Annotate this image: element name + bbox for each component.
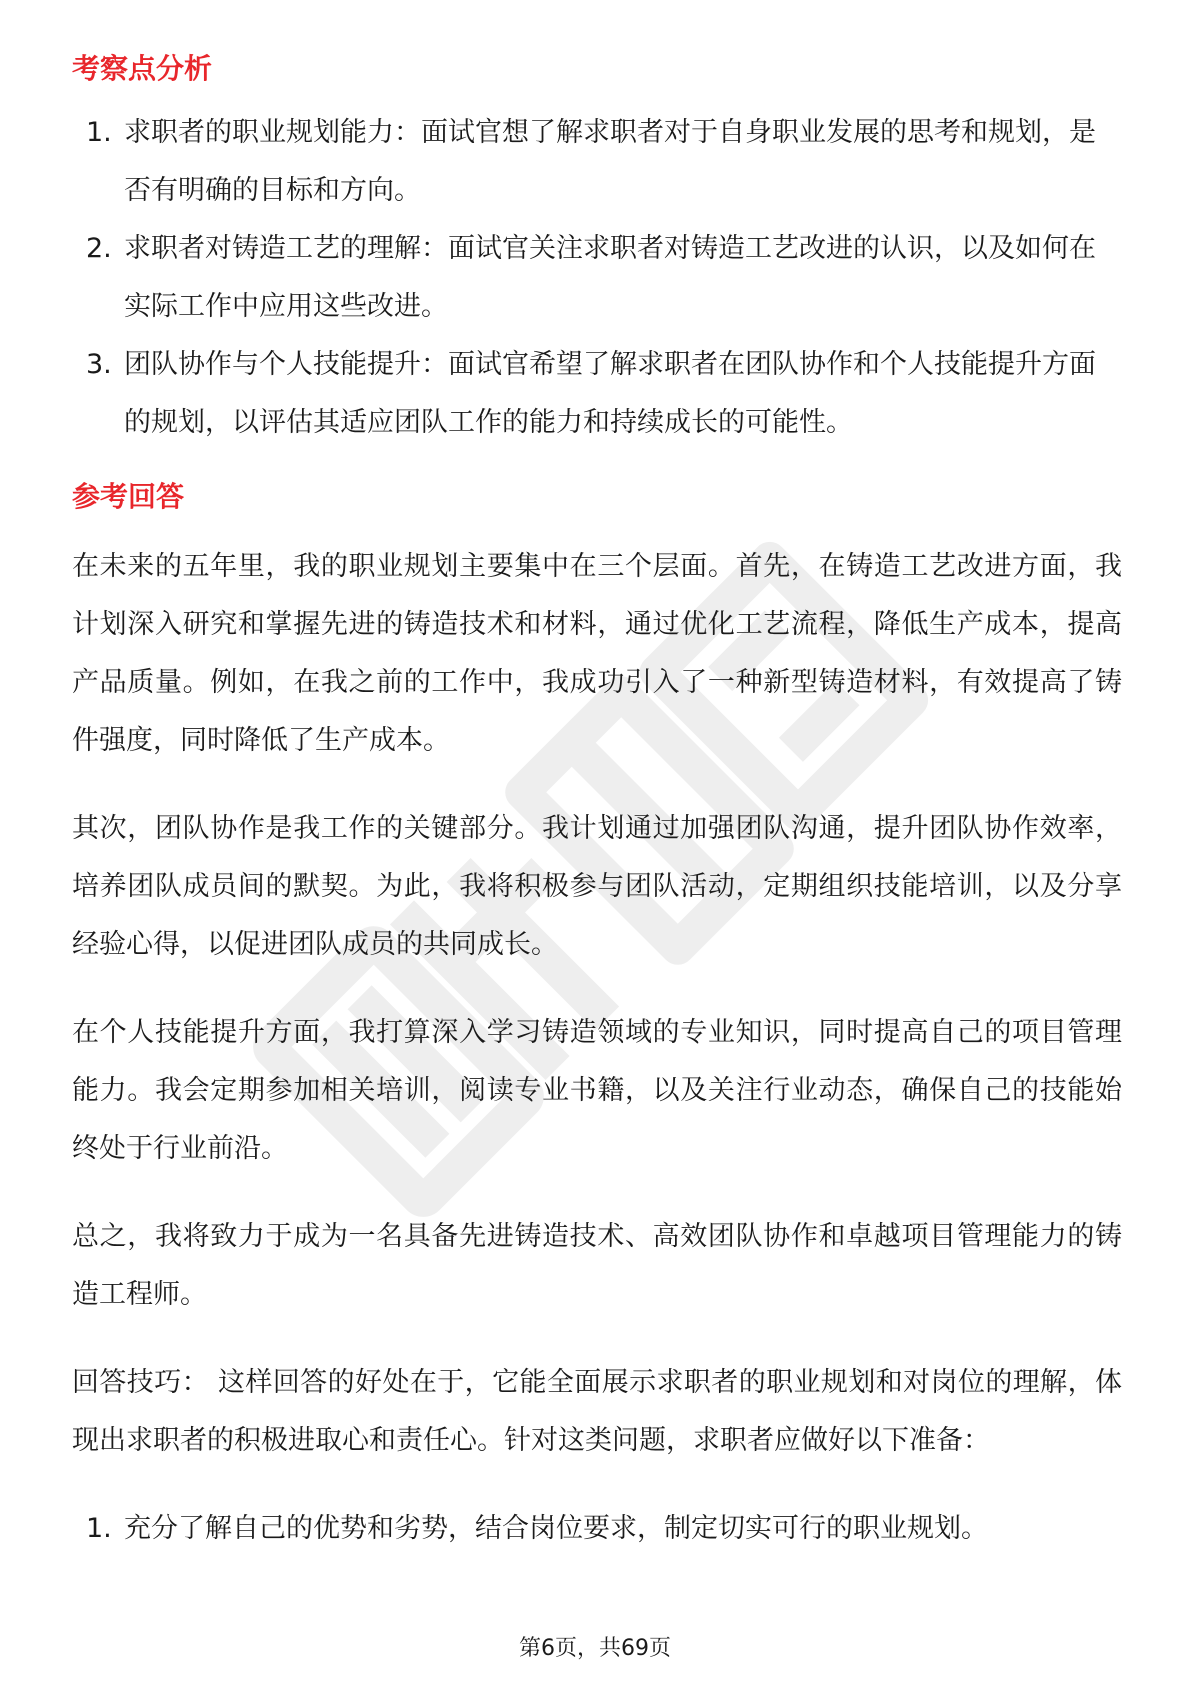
answer-paragraph: 总之，我将致力于成为一名具备先进铸造技术、高效团队协作和卓越项目管理能力的铸造工程师。: [72, 1221, 1122, 1310]
list-item-number: 1.: [86, 117, 112, 148]
page-number-footer: 第6页，共69页: [519, 1636, 671, 1661]
list-item: [72, 104, 1122, 220]
list-item-text: 团队协作与个人技能提升：面试官希望了解求职者在团队协作和个人技能提升方面的规划，以评估其适应团队工作的能力和持续成长的可能性。: [124, 349, 1096, 438]
list-item-number: 1.: [86, 1513, 112, 1544]
list-item-text: 求职者的职业规划能力：面试官想了解求职者对于自身职业发展的思考和规划，是否有明确的目标和方向。: [124, 117, 1096, 206]
list-item: [72, 220, 1122, 336]
list-item-text: 求职者对铸造工艺的理解：面试官关注求职者对铸造工艺改进的认识，以及如何在实际工作中应用这些改进。: [124, 233, 1096, 322]
list-item-text: 充分了解自己的优势和劣势，结合岗位要求，制定切实可行的职业规划。: [124, 1513, 988, 1544]
answer-paragraph: 在个人技能提升方面，我打算深入学习铸造领域的专业知识，同时提高自己的项目管理能力。我会定期参加相关培训，阅读专业书籍，以及关注行业动态，确保自己的技能始终处于行业前沿。: [72, 1017, 1122, 1164]
analysis-list: [72, 104, 1122, 452]
list-item: [72, 1500, 1122, 1558]
tips-list: [72, 1500, 1122, 1558]
list-item-number: 3.: [86, 349, 112, 380]
list-item-number: 2.: [86, 233, 112, 264]
answer-heading: 参考回答: [72, 480, 185, 513]
list-item: [72, 336, 1122, 452]
analysis-heading: 考察点分析: [72, 52, 213, 85]
tips-paragraph: 回答技巧： 这样回答的好处在于，它能全面展示求职者的职业规划和对岗位的理解，体现出求职者的积极进取心和责任心。针对这类问题，求职者应做好以下准备：: [72, 1367, 1122, 1456]
answer-paragraph: 在未来的五年里，我的职业规划主要集中在三个层面。首先，在铸造工艺改进方面，我计划深入研究和掌握先进的铸造技术和材料，通过优化工艺流程，降低生产成本，提高产品质量。例如，在我之前的工作中，我成功引入了一种新型铸造材料，有效提高了铸件强度，同时降低了生产成本。: [72, 551, 1122, 756]
main-content: [72, 40, 1122, 1558]
answer-paragraph: 其次，团队协作是我工作的关键部分。我计划通过加强团队沟通，提升团队协作效率，培养团队成员间的默契。为此，我将积极参与团队活动，定期组织技能培训，以及分享经验心得，以促进团队成员的共同成长。: [72, 813, 1122, 960]
